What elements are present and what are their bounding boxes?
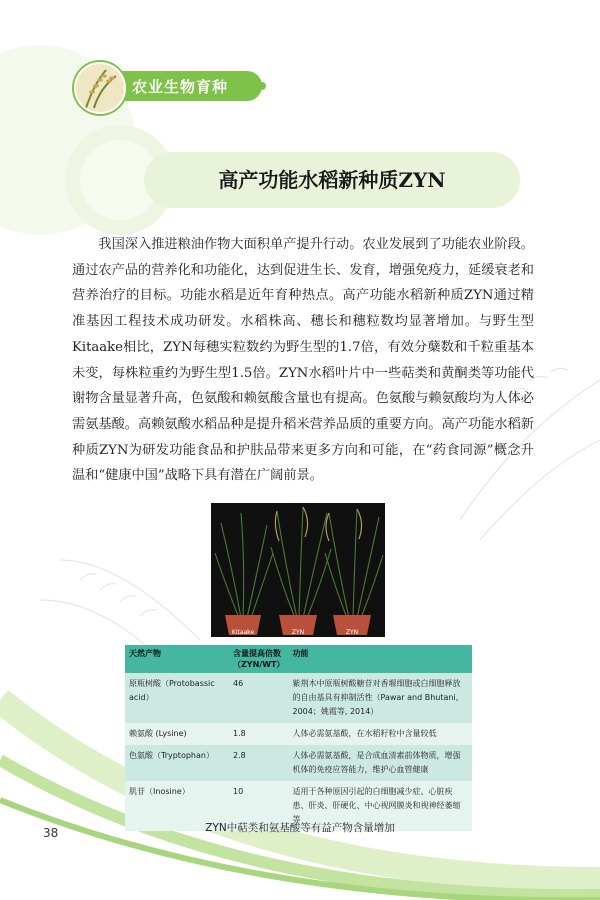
table-row — [125, 745, 472, 781]
photo-label-zyn-2: ZYN — [345, 629, 359, 636]
section-tag-dot — [258, 82, 266, 90]
table-cell-ratio: 2.8 — [229, 745, 289, 781]
metabolite-table — [125, 645, 472, 831]
table-header-row — [125, 645, 472, 673]
page-number: 38 — [43, 826, 59, 840]
section-tag-label: 农业生物育种 — [132, 78, 229, 96]
table-cell-product: 原瓶树酸（Protobassic acid） — [125, 673, 229, 723]
table-cell-function: 适用于各种原因引起的白细胞减少症、心脏疾患、肝炎、肝硬化、中心视网膜炎和视神经萎缩等 — [289, 781, 473, 831]
body-paragraph: 我国深入推进粮油作物大面积单产提升行动。农业发展到了功能农业阶段。通过农产品的营养化和功能化，达到促进生长、发育，增强免疫力，延缓衰老和营养治疗的目标。功能水稻是近年育种热点。高产功能水稻新种质ZYN通过精准基因工程技术成功研发。水稻株高、穗长和穗粒数均显著增加。与野生型Kitaake相比，ZYN每穗实粒数约为野生型的1.7倍，有效分蘖数和千粒重基本未变，每株粒重约为野生型1.5倍。ZYN水稻叶片中一些萜类和黄酮类等功能代谢物含量显著升高，色氨酸和赖氨酸含量也有提高。色氨酸与赖氨酸均为人体必需氨基酸。高赖氨酸水稻品种是提升稻米营养品质的重要方向。高产功能水稻新种质ZYN为研发功能食品和护肤品带来更多方向和可能，在“药食同源”概念升温和“健康中国”战略下具有潜在广阔前景。 — [72, 237, 534, 484]
table-row — [125, 673, 472, 723]
table-cell-function: 人体必需氨基酸，是合成血清素前体物质，增强机体的免疫应答能力，维护心血管健康 — [289, 745, 473, 781]
table-cell-ratio: 10 — [229, 781, 289, 831]
photo-label-wt: Kitaake — [231, 629, 255, 636]
table-cell-function: 人体必需氨基酸，在水稻籽粒中含量较低 — [289, 723, 473, 745]
table-caption: ZYN中萜类和氨基酸等有益产物含量增加 — [205, 822, 395, 834]
table-cell-ratio: 1.8 — [229, 723, 289, 745]
photo-label-zyn-1: ZYN — [291, 629, 305, 636]
table-header-product: 天然产物 — [125, 645, 229, 673]
section-tag — [70, 62, 270, 112]
page-title: 高产功能水稻新种质ZYN — [218, 168, 446, 192]
rice-thumbnail-icon — [74, 62, 126, 114]
table-cell-product: 肌苷（Inosine） — [125, 781, 229, 831]
table-cell-product: 色氨酸（Tryptophan） — [125, 745, 229, 781]
table-cell-function: 紫荆木中原瓶树酸糖苷对香堰细胞或白细胞释放的自由基具有抑制活性（Pawar and Bhutani, 2004；姚霞等, 2014） — [289, 673, 473, 723]
table-cell-product: 赖氨酸 (Lysine) — [125, 723, 229, 745]
table-cell-ratio: 46 — [229, 673, 289, 723]
table-row — [125, 723, 472, 745]
rice-plants-photo — [211, 503, 385, 637]
table-header-ratio: 含量提高倍数（ZYN/WT） — [229, 645, 289, 673]
table-header-function: 功能 — [289, 645, 473, 673]
title-box — [144, 152, 520, 208]
